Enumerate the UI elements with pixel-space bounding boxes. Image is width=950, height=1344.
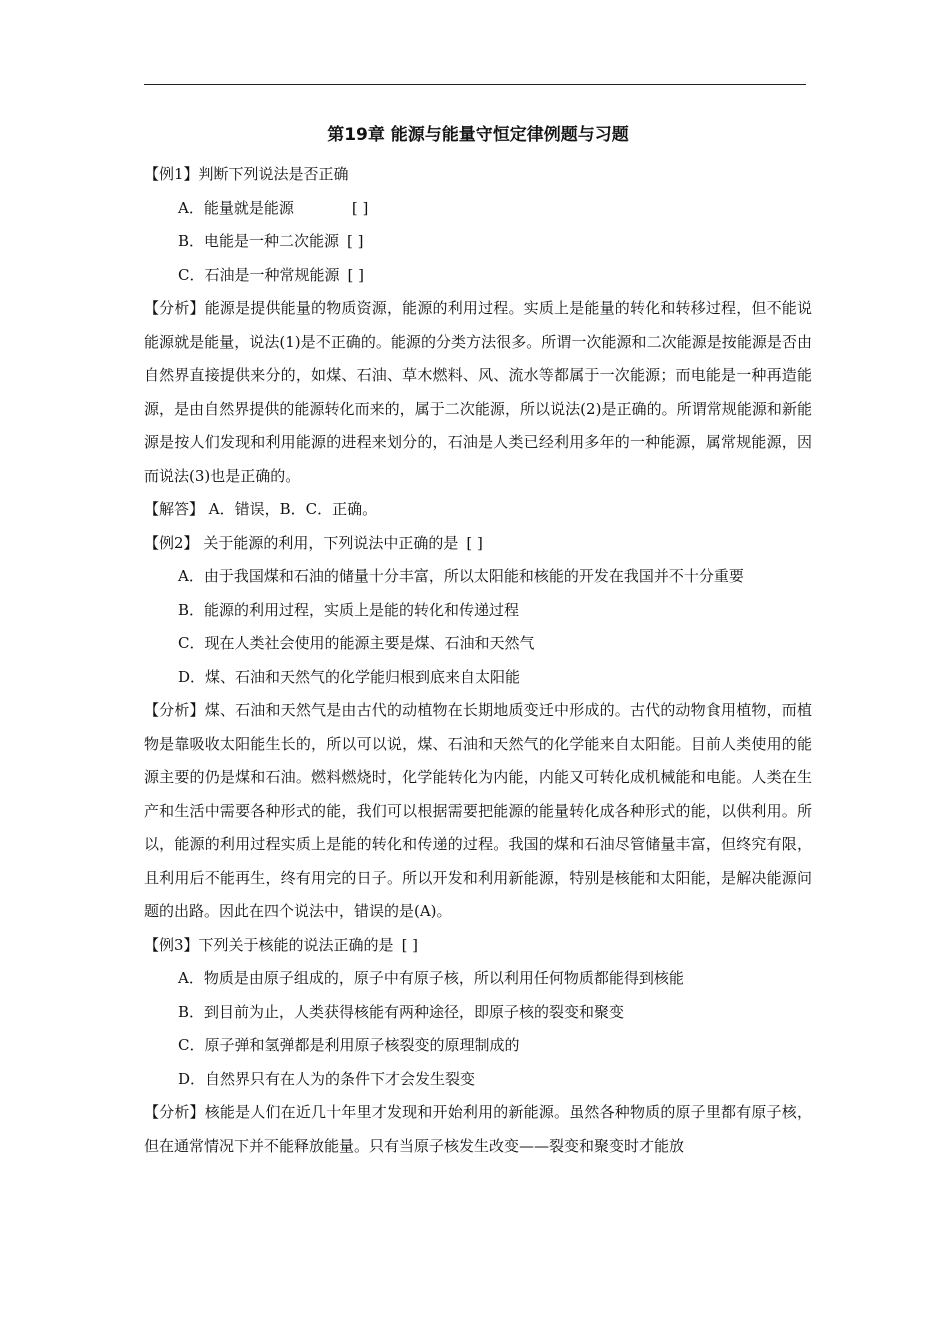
- page-title: 第19章 能源与能量守恒定律例题与习题: [327, 125, 629, 145]
- answer-bracket: [ ]: [347, 232, 364, 250]
- answer-bracket: [ ]: [351, 198, 369, 217]
- example-3-option-b: B．到目前为止，人类获得核能有两种途径，即原子核的裂变和聚变: [178, 1002, 625, 1021]
- analysis-2-text: 煤、石油和天然气是由古代的动植物在长期地质变迁中形成的。古代的动物食用植物，而植物是靠吸收太阳能生长的，所以可以说，煤、石油和天然气的化学能来自太阳能。目前人类使用的能源主要的仍是煤和石油。燃料燃烧时，化学能转化为内能，内能又可转化成机械能和电能。人类在生产和生活中需要各种形式的能，我们可以根据需要把能源的能量转化成各种形式的能，以供利用。所以，能源的利用过程实质上是能的转化和传递的过程。我国的煤和石油尽管储量丰富，但终究有限，且利用后不能再生，终有用完的日子。所以开发和利用新能源，特别是核能和太阳能，是解决能源问题的出路。因此在四个说法中，错误的是(A)。: [144, 701, 812, 920]
- example-1-question: [144, 158, 812, 192]
- example-1-option-b: [144, 225, 812, 259]
- analysis-1: [144, 292, 812, 493]
- example-2-option-d: D．煤、石油和天然气的化学能归根到底来自太阳能: [178, 667, 521, 686]
- answer-bracket: [ ]: [401, 935, 419, 954]
- example-2-option-c: C．现在人类社会使用的能源主要是煤、石油和天然气: [178, 634, 535, 652]
- answer-bracket: [ ]: [347, 265, 364, 284]
- example-1-text: 判断下列说法是否正确: [198, 165, 349, 183]
- analysis-1-text: 能源是提供能量的物质资源，能源的利用过程。实质上是能量的转化和转移过程，但不能说能源就是能量，说法(1)是不正确的。能源的分类方法很多。所谓一次能源和二次能源是按能源是否由自然界直接提供来分的，如煤、石油、草木燃料、风、流水等都属于一次能源；而电能是一种再造能源，是由自然界提供的能源转化而来的，属于二次能源，所以说法(2)是正确的。所谓常规能源和新能源是按人们发现和利用能源的进程来划分的，石油是人类已经利用多年的一种能源，属常规能源，因而说法(3)也是正确的。: [144, 299, 812, 485]
- analysis-3-text: 核能是人们在近几十年里才发现和开始利用的新能源。虽然各种物质的原子里都有原子核，但在通常情况下并不能释放能量。只有当原子核发生改变——裂变和聚变时才能放: [144, 1103, 812, 1155]
- example-3-option-d: D．自然界只有在人为的条件下才会发生裂变: [178, 1069, 476, 1088]
- answer-1: [144, 493, 812, 527]
- example-3-option-a: A．物质是由原子组成的，原子中有原子核，所以利用任何物质都能得到核能: [178, 969, 684, 987]
- example-2-question: [144, 527, 812, 561]
- analysis-2-tag: 【分析】: [144, 701, 205, 719]
- option-text: B．电能是一种二次能源: [178, 232, 340, 250]
- example-1-tag: 【例1】: [144, 165, 199, 183]
- example-1-option-c: [144, 259, 812, 293]
- example-1-option-a: [144, 192, 812, 226]
- analysis-2: [144, 694, 812, 929]
- example-2-option-a: A．由于我国煤和石油的储量十分丰富，所以太阳能和核能的开发在我国并不十分重要: [178, 567, 744, 585]
- document-body: [144, 118, 812, 1163]
- option-text: C．石油是一种常规能源: [178, 265, 340, 284]
- analysis-1-tag: 【分析】: [144, 299, 205, 317]
- answer-1-text: A．错误，B．C．正确。: [208, 500, 378, 518]
- example-2-text: 关于能源的利用，下列说法中正确的是: [203, 533, 459, 552]
- analysis-3: [144, 1096, 812, 1163]
- example-2-option-b: B．能源的利用过程，实质上是能的转化和传递过程: [178, 600, 520, 619]
- example-2-tag: 【例2】: [144, 533, 199, 552]
- analysis-3-tag: 【分析】: [144, 1103, 205, 1121]
- example-3-tag: 【例3】: [144, 935, 199, 954]
- example-3-text: 下列关于核能的说法正确的是: [198, 935, 394, 954]
- header-rule: [144, 84, 806, 85]
- answer-bracket: [ ]: [466, 533, 483, 552]
- example-3-option-c: C．原子弹和氢弹都是利用原子核裂变的原理制成的: [178, 1036, 520, 1054]
- option-text: A．能量就是能源: [178, 198, 294, 217]
- example-3-question: [144, 929, 812, 963]
- answer-1-tag: 【解答】: [144, 500, 205, 518]
